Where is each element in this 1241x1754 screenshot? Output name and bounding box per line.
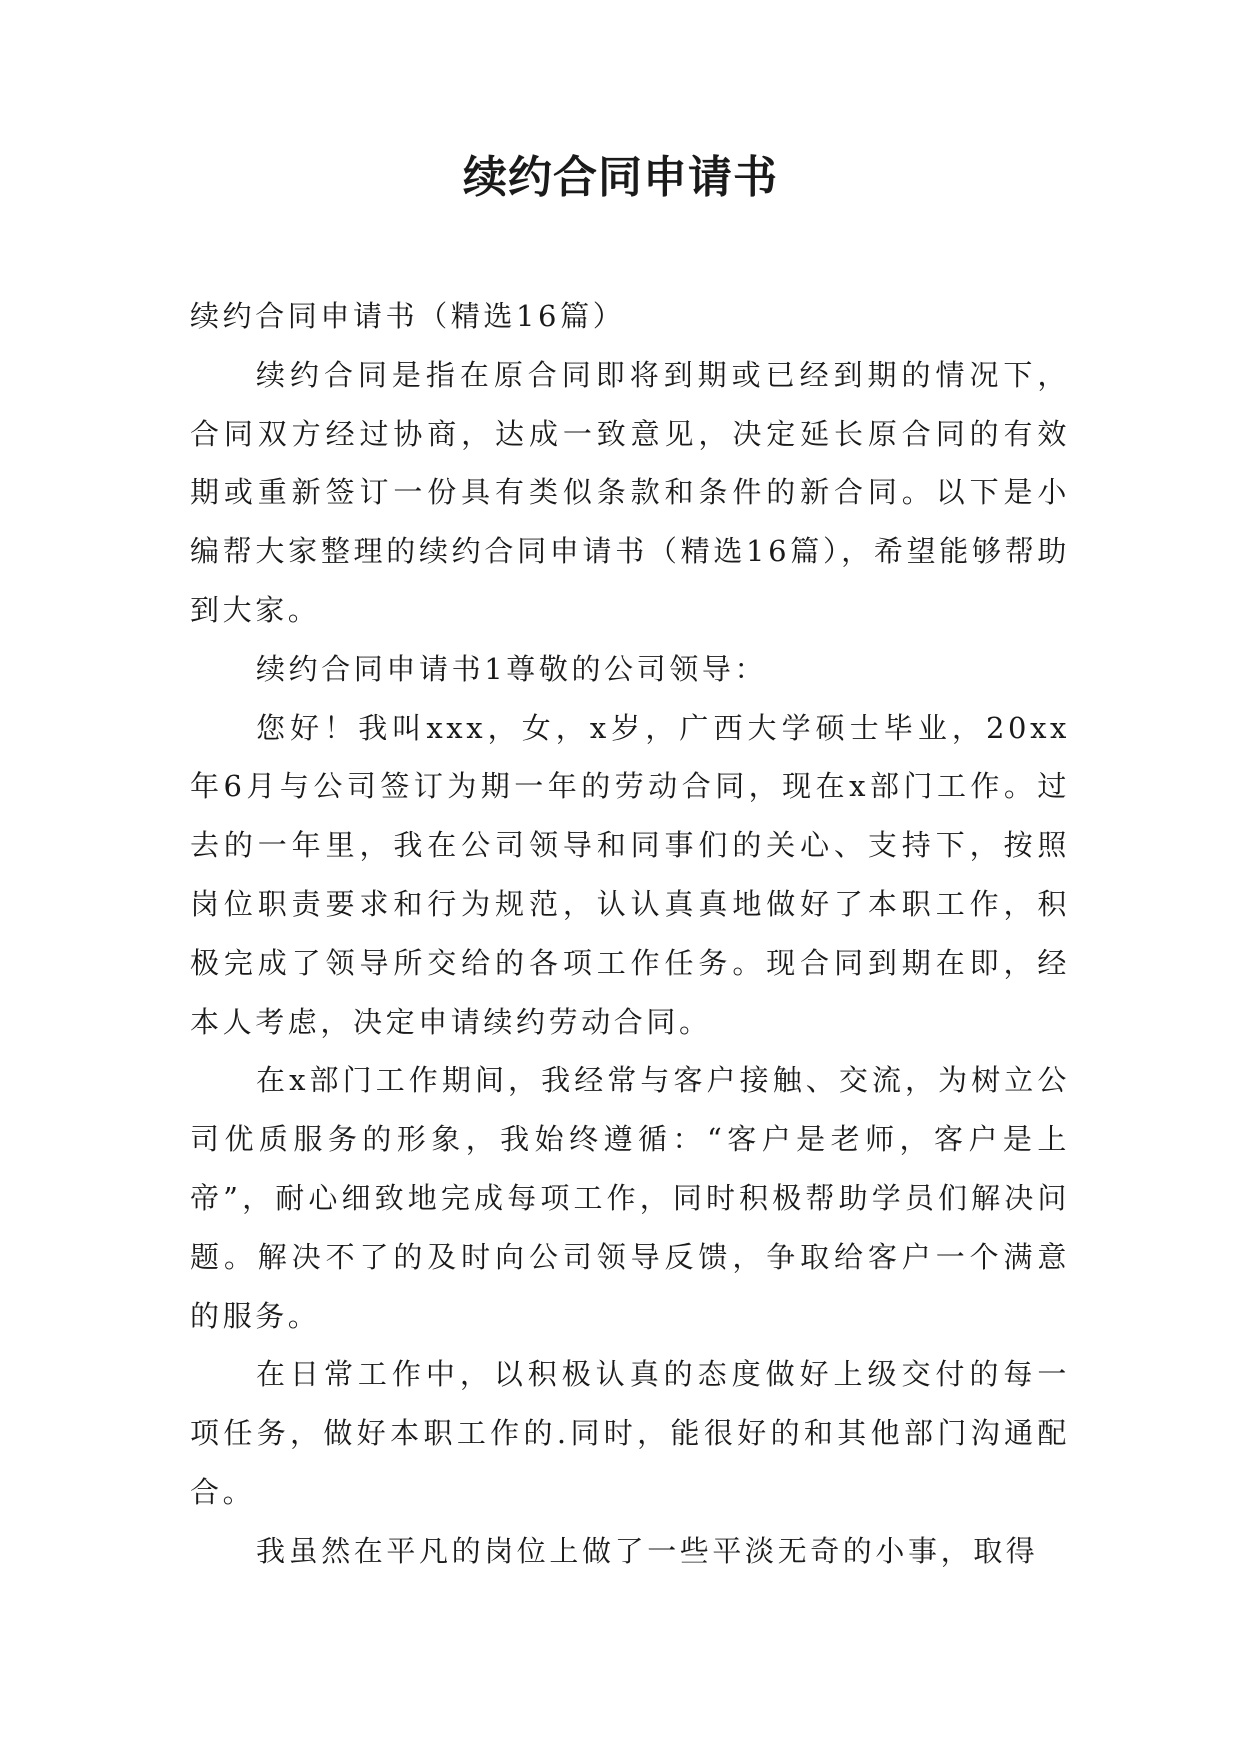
paragraph-subtitle: 续约合同申请书（精选16篇） (190, 299, 626, 333)
paragraph-salutation: 续约合同申请书1尊敬的公司领导： (256, 651, 768, 686)
document-body (190, 287, 1070, 1581)
paragraph-daily-work: 在日常工作中，以积极认真的态度做好上级交付的每一项任务，做好本职工作的.同时，能很好的和其他部门沟通配合。 (190, 1357, 1070, 1509)
paragraph-greeting: 您好！我叫xxx，女，x岁，广西大学硕士毕业，20xx年6月与公司签订为期一年的劳动合同，现在x部门工作。过去的一年里，我在公司领导和同事们的关心、支持下，按照岗位职责要求和行为规范，认认真真地做好了本职工作，积极完成了领导所交给的各项工作任务。现合同到期在即，经本人考虑，决定申请续约劳动合同。 (190, 710, 1070, 1039)
paragraph-closing: 我虽然在平凡的岗位上做了一些平淡无奇的小事，取得 (256, 1533, 1039, 1568)
paragraph-department-work: 在x部门工作期间，我经常与客户接触、交流，为树立公司优质服务的形象，我始终遵循：“客户是老师，客户是上帝”，耐心细致地完成每项工作，同时积极帮助学员们解决问题。解决不了的及时向公司领导反馈，争取给客户一个满意的服务。 (190, 1063, 1070, 1333)
document-title: 续约合同申请书 (463, 152, 778, 203)
paragraph-intro: 续约合同是指在原合同即将到期或已经到期的情况下，合同双方经过协商，达成一致意见，决定延长原合同的有效期或重新签订一份具有类似条款和条件的新合同。以下是小编帮大家整理的续约合同申请书（精选16篇），希望能够帮助到大家。 (190, 357, 1070, 627)
